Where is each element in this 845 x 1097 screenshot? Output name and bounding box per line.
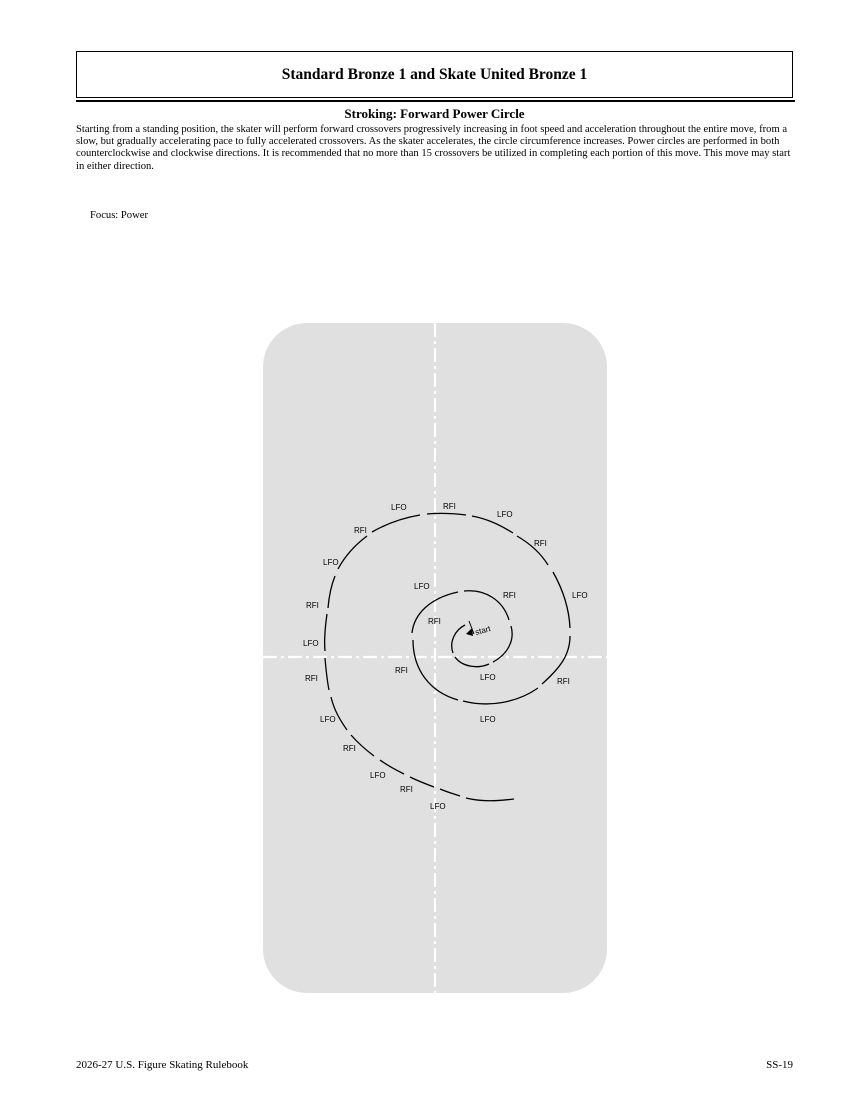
edge-label: RFI bbox=[443, 502, 456, 511]
edge-label: LFO bbox=[370, 771, 386, 780]
edge-label: RFI bbox=[557, 677, 570, 686]
edge-label: RFI bbox=[503, 591, 516, 600]
edge-label: LFO bbox=[320, 715, 336, 724]
edge-label: LFO bbox=[572, 591, 588, 600]
page-title: Standard Bronze 1 and Skate United Bronze 1 bbox=[281, 65, 588, 83]
edge-label: LFO bbox=[323, 558, 339, 567]
move-focus: Focus: Power bbox=[90, 210, 148, 221]
footer-page-number: SS-19 bbox=[766, 1059, 793, 1071]
edge-label: RFI bbox=[305, 674, 318, 683]
edge-label: LFO bbox=[497, 510, 513, 519]
edge-label: RFI bbox=[428, 617, 441, 626]
move-description: Starting from a standing position, the skater will perform forward crossovers progressively increasing in foot speed and acceleration throughout the entire move, from a slow, but gradually accelerating pace to fully accelerated crossovers. As the skater accelerates, the circle circumference increases. Power circles are performed in both counterclockwise and clockwise directions. It is recommended that no more than 15 crossovers be utilized in completing each portion of this move. This move may start in either direction. bbox=[76, 124, 791, 172]
edge-label: RFI bbox=[400, 785, 413, 794]
start-label: start bbox=[474, 624, 492, 637]
edge-label: LFO bbox=[391, 503, 407, 512]
edge-label: LFO bbox=[414, 582, 430, 591]
move-title: Stroking: Forward Power Circle bbox=[344, 106, 525, 121]
edge-label: LFO bbox=[480, 673, 496, 682]
footer-rulebook: 2026-27 U.S. Figure Skating Rulebook bbox=[76, 1059, 249, 1071]
edge-label: LFO bbox=[430, 802, 446, 811]
edge-label: RFI bbox=[395, 666, 408, 675]
edge-label: RFI bbox=[306, 601, 319, 610]
edge-label: RFI bbox=[534, 539, 547, 548]
edge-label: RFI bbox=[354, 526, 367, 535]
edge-label: LFO bbox=[303, 639, 319, 648]
edge-label: RFI bbox=[343, 744, 356, 753]
edge-label: LFO bbox=[480, 715, 496, 724]
